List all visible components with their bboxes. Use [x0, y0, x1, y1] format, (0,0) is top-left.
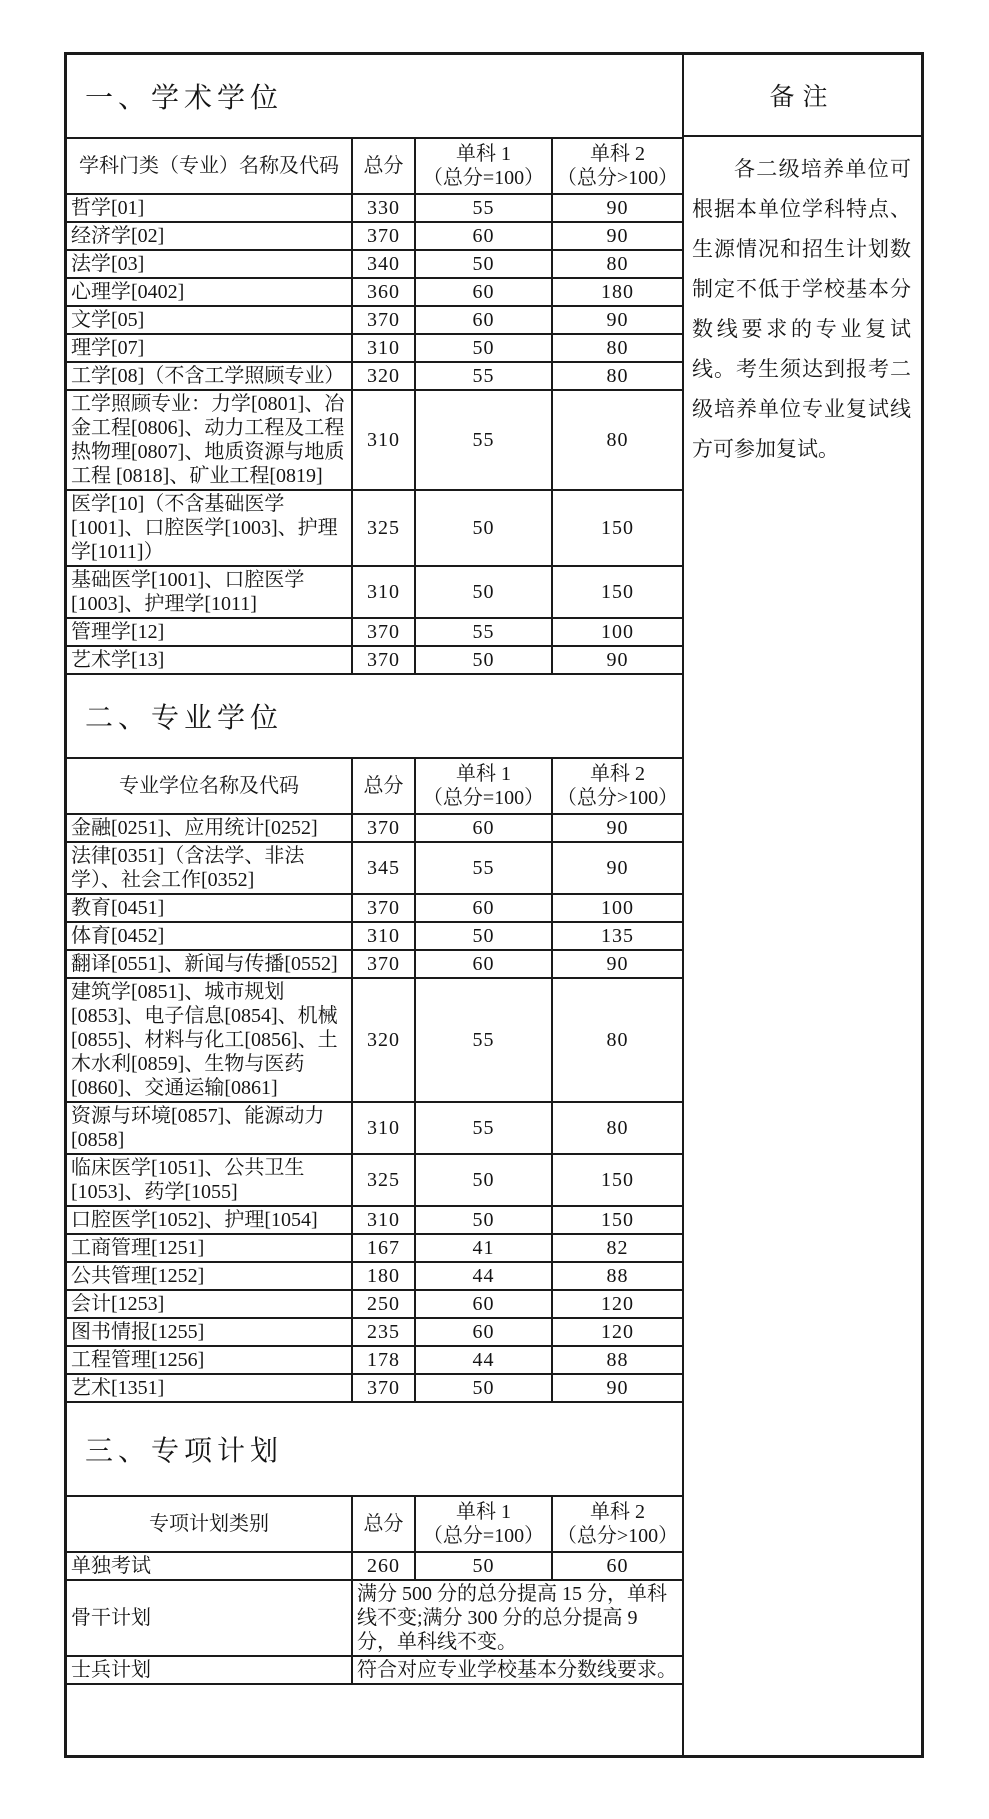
- column-header-total: 总分: [352, 1496, 415, 1552]
- sub2-condition: （总分>100）: [556, 1525, 679, 1547]
- row-sub2-cell: 150: [552, 1206, 682, 1234]
- row-name-cell: 艺术学[13]: [67, 646, 352, 674]
- table-row: [67, 922, 682, 950]
- row-merged-cell: 满分 500 分的总分提高 15 分，单科线不变;满分 300 分的总分提高 9 分，单科线不变。: [352, 1580, 682, 1656]
- row-total-cell: 310: [352, 334, 415, 362]
- remarks-title: 备注: [684, 55, 921, 137]
- row-sub1-cell: 55: [415, 194, 552, 222]
- table-head: [67, 138, 682, 194]
- table-row: [67, 306, 682, 334]
- column-header-total: 总分: [352, 758, 415, 814]
- column-header-sub1: [415, 758, 552, 814]
- sub2-condition: （总分>100）: [556, 167, 679, 189]
- row-total-cell: 178: [352, 1346, 415, 1374]
- row-name-cell: 艺术[1351]: [67, 1374, 352, 1402]
- row-sub2-cell: 135: [552, 922, 682, 950]
- row-total-cell: 167: [352, 1234, 415, 1262]
- row-name-cell: 士兵计划: [67, 1656, 352, 1684]
- table-row: [67, 1656, 682, 1684]
- section-title: 三、专项计划: [85, 1436, 284, 1467]
- row-sub2-cell: 90: [552, 306, 682, 334]
- row-sub2-cell: 150: [552, 490, 682, 566]
- row-total-cell: 330: [352, 194, 415, 222]
- sub1-condition: （总分=100）: [422, 1525, 545, 1547]
- column-header-name: 专业学位名称及代码: [67, 758, 352, 814]
- row-sub1-cell: 50: [415, 922, 552, 950]
- table-row: [67, 362, 682, 390]
- row-name-cell: 公共管理[1252]: [67, 1262, 352, 1290]
- table-body: [67, 194, 682, 674]
- table-row: [67, 894, 682, 922]
- sub2-label: 单科 2: [590, 1501, 645, 1523]
- row-sub1-cell: 50: [415, 1206, 552, 1234]
- table-row: [67, 842, 682, 894]
- row-name-cell: 基础医学[1001]、口腔医学[1003]、护理学[1011]: [67, 566, 352, 618]
- row-sub2-cell: 90: [552, 646, 682, 674]
- table-row: [67, 1206, 682, 1234]
- row-total-cell: 180: [352, 1262, 415, 1290]
- row-sub2-cell: 80: [552, 978, 682, 1102]
- sub2-label: 单科 2: [590, 763, 645, 785]
- row-name-cell: 体育[0452]: [67, 922, 352, 950]
- remarks-body: 各二级培养单位可根据本单位学科特点、生源情况和招生计划数制定不低于学校基本分数线要求的专业复试线。考生须达到报考二级培养单位专业复试线方可参加复试。: [692, 157, 911, 461]
- section-table: [67, 137, 682, 675]
- table-row: [67, 1346, 682, 1374]
- row-sub1-cell: 60: [415, 1290, 552, 1318]
- row-total-cell: 310: [352, 1206, 415, 1234]
- row-name-cell: 心理学[0402]: [67, 278, 352, 306]
- section-title: 一、学术学位: [85, 83, 284, 114]
- row-name-cell: 骨干计划: [67, 1580, 352, 1656]
- table-row: [67, 1374, 682, 1402]
- row-sub1-cell: 50: [415, 1552, 552, 1580]
- table-row: [67, 646, 682, 674]
- column-header-name: 专项计划类别: [67, 1496, 352, 1552]
- row-merged-cell: 符合对应专业学校基本分数线要求。: [352, 1656, 682, 1684]
- row-name-cell: 临床医学[1051]、公共卫生[1053]、药学[1055]: [67, 1154, 352, 1206]
- row-name-cell: 教育[0451]: [67, 894, 352, 922]
- row-sub2-cell: 80: [552, 334, 682, 362]
- column-header-sub1: [415, 1496, 552, 1552]
- row-sub1-cell: 44: [415, 1262, 552, 1290]
- sub1-label: 单科 1: [456, 1501, 511, 1523]
- row-total-cell: 345: [352, 842, 415, 894]
- row-total-cell: 370: [352, 646, 415, 674]
- row-sub1-cell: 55: [415, 842, 552, 894]
- table-head: [67, 1496, 682, 1552]
- row-sub2-cell: 80: [552, 390, 682, 490]
- row-sub2-cell: 80: [552, 250, 682, 278]
- row-sub2-cell: 60: [552, 1552, 682, 1580]
- sub1-condition: （总分=100）: [422, 787, 545, 809]
- row-sub1-cell: 55: [415, 978, 552, 1102]
- column-header-sub1: [415, 138, 552, 194]
- row-sub2-cell: 90: [552, 194, 682, 222]
- table-head: [67, 758, 682, 814]
- row-sub2-cell: 80: [552, 1102, 682, 1154]
- row-sub1-cell: 55: [415, 618, 552, 646]
- table-row: [67, 1290, 682, 1318]
- row-sub1-cell: 60: [415, 306, 552, 334]
- row-name-cell: 哲学[01]: [67, 194, 352, 222]
- table-row: [67, 278, 682, 306]
- row-name-cell: 建筑学[0851]、城市规划[0853]、电子信息[0854]、机械[0855]、材料与化工[0856]、土木水利[0859]、生物与医药[0860]、交通运输[0861]: [67, 978, 352, 1102]
- row-name-cell: 法律[0351]（含法学、非法学）、社会工作[0352]: [67, 842, 352, 894]
- row-total-cell: 250: [352, 1290, 415, 1318]
- section-table: [67, 1495, 682, 1685]
- row-sub2-cell: 88: [552, 1346, 682, 1374]
- row-name-cell: 理学[07]: [67, 334, 352, 362]
- row-name-cell: 医学[10]（不含基础医学[1001]、口腔医学[1003]、护理学[1011]）: [67, 490, 352, 566]
- row-sub2-cell: 90: [552, 814, 682, 842]
- column-header-total: 总分: [352, 138, 415, 194]
- row-sub2-cell: 90: [552, 1374, 682, 1402]
- table-row: [67, 334, 682, 362]
- section-table: [67, 757, 682, 1403]
- row-total-cell: 370: [352, 894, 415, 922]
- row-total-cell: 320: [352, 362, 415, 390]
- row-name-cell: 图书情报[1255]: [67, 1318, 352, 1346]
- row-sub2-cell: 150: [552, 566, 682, 618]
- row-total-cell: 370: [352, 306, 415, 334]
- row-total-cell: 310: [352, 1102, 415, 1154]
- row-total-cell: 310: [352, 922, 415, 950]
- row-name-cell: 经济学[02]: [67, 222, 352, 250]
- sub1-label: 单科 1: [456, 763, 511, 785]
- table-row: [67, 618, 682, 646]
- table-row: [67, 194, 682, 222]
- row-name-cell: 法学[03]: [67, 250, 352, 278]
- row-sub1-cell: 60: [415, 278, 552, 306]
- sub1-label: 单科 1: [456, 143, 511, 165]
- row-name-cell: 翻译[0551]、新闻与传播[0552]: [67, 950, 352, 978]
- row-sub2-cell: 180: [552, 278, 682, 306]
- table-row: [67, 222, 682, 250]
- row-total-cell: 360: [352, 278, 415, 306]
- column-header-name: 学科门类（专业）名称及代码: [67, 138, 352, 194]
- row-sub1-cell: 60: [415, 894, 552, 922]
- row-total-cell: 370: [352, 950, 415, 978]
- row-sub1-cell: 60: [415, 1318, 552, 1346]
- row-sub2-cell: 150: [552, 1154, 682, 1206]
- row-sub1-cell: 50: [415, 646, 552, 674]
- table-body: [67, 1552, 682, 1684]
- row-name-cell: 会计[1253]: [67, 1290, 352, 1318]
- table-row: [67, 250, 682, 278]
- table-row: [67, 950, 682, 978]
- row-total-cell: 325: [352, 1154, 415, 1206]
- row-name-cell: 管理学[12]: [67, 618, 352, 646]
- row-sub1-cell: 50: [415, 1154, 552, 1206]
- sub1-condition: （总分=100）: [422, 167, 545, 189]
- row-sub2-cell: 90: [552, 222, 682, 250]
- table-row: [67, 1552, 682, 1580]
- header-row: [67, 138, 682, 194]
- row-total-cell: 370: [352, 1374, 415, 1402]
- row-sub1-cell: 50: [415, 334, 552, 362]
- row-name-cell: 金融[0251]、应用统计[0252]: [67, 814, 352, 842]
- table-row: [67, 814, 682, 842]
- section-title: 二、专业学位: [85, 703, 284, 734]
- remarks-column: [682, 55, 921, 1755]
- table-row: [67, 490, 682, 566]
- row-total-cell: 235: [352, 1318, 415, 1346]
- row-sub2-cell: 120: [552, 1318, 682, 1346]
- row-total-cell: 320: [352, 978, 415, 1102]
- row-total-cell: 325: [352, 490, 415, 566]
- header-row: [67, 1496, 682, 1552]
- row-sub1-cell: 60: [415, 814, 552, 842]
- row-sub2-cell: 100: [552, 618, 682, 646]
- row-name-cell: 工程管理[1256]: [67, 1346, 352, 1374]
- row-name-cell: 工学照顾专业：力学[0801]、冶金工程[0806]、动力工程及工程热物理[0807]、地质资源与地质工程 [0818]、矿业工程[0819]: [67, 390, 352, 490]
- row-sub1-cell: 50: [415, 1374, 552, 1402]
- row-total-cell: 310: [352, 566, 415, 618]
- row-sub1-cell: 50: [415, 250, 552, 278]
- row-sub2-cell: 90: [552, 950, 682, 978]
- row-total-cell: 310: [352, 390, 415, 490]
- table-row: [67, 978, 682, 1102]
- main-tables-region: [67, 55, 682, 1755]
- row-sub2-cell: 100: [552, 894, 682, 922]
- row-sub2-cell: 80: [552, 362, 682, 390]
- row-sub1-cell: 50: [415, 566, 552, 618]
- row-sub2-cell: 120: [552, 1290, 682, 1318]
- row-sub1-cell: 60: [415, 950, 552, 978]
- row-name-cell: 文学[05]: [67, 306, 352, 334]
- row-sub1-cell: 55: [415, 362, 552, 390]
- row-sub1-cell: 50: [415, 490, 552, 566]
- row-sub2-cell: 82: [552, 1234, 682, 1262]
- row-total-cell: 370: [352, 814, 415, 842]
- row-name-cell: 工学[08]（不含工学照顾专业）: [67, 362, 352, 390]
- table-row: [67, 1262, 682, 1290]
- header-row: [67, 758, 682, 814]
- row-name-cell: 工商管理[1251]: [67, 1234, 352, 1262]
- table-row: [67, 390, 682, 490]
- column-header-sub2: [552, 138, 682, 194]
- column-header-sub2: [552, 1496, 682, 1552]
- row-sub1-cell: 55: [415, 390, 552, 490]
- row-total-cell: 370: [352, 618, 415, 646]
- row-sub1-cell: 44: [415, 1346, 552, 1374]
- row-name-cell: 资源与环境[0857]、能源动力[0858]: [67, 1102, 352, 1154]
- row-sub1-cell: 60: [415, 222, 552, 250]
- row-name-cell: 单独考试: [67, 1552, 352, 1580]
- row-sub2-cell: 88: [552, 1262, 682, 1290]
- row-name-cell: 口腔医学[1052]、护理[1054]: [67, 1206, 352, 1234]
- sub2-label: 单科 2: [590, 143, 645, 165]
- table-row: [67, 1102, 682, 1154]
- row-sub2-cell: 90: [552, 842, 682, 894]
- table-row: [67, 1154, 682, 1206]
- table-row: [67, 1318, 682, 1346]
- row-total-cell: 340: [352, 250, 415, 278]
- column-header-sub2: [552, 758, 682, 814]
- bordered-frame: [64, 52, 924, 1758]
- table-row: [67, 1580, 682, 1656]
- row-total-cell: 370: [352, 222, 415, 250]
- row-sub1-cell: 41: [415, 1234, 552, 1262]
- table-row: [67, 566, 682, 618]
- row-total-cell: 260: [352, 1552, 415, 1580]
- table-row: [67, 1234, 682, 1262]
- row-sub1-cell: 55: [415, 1102, 552, 1154]
- sub2-condition: （总分>100）: [556, 787, 679, 809]
- table-body: [67, 814, 682, 1402]
